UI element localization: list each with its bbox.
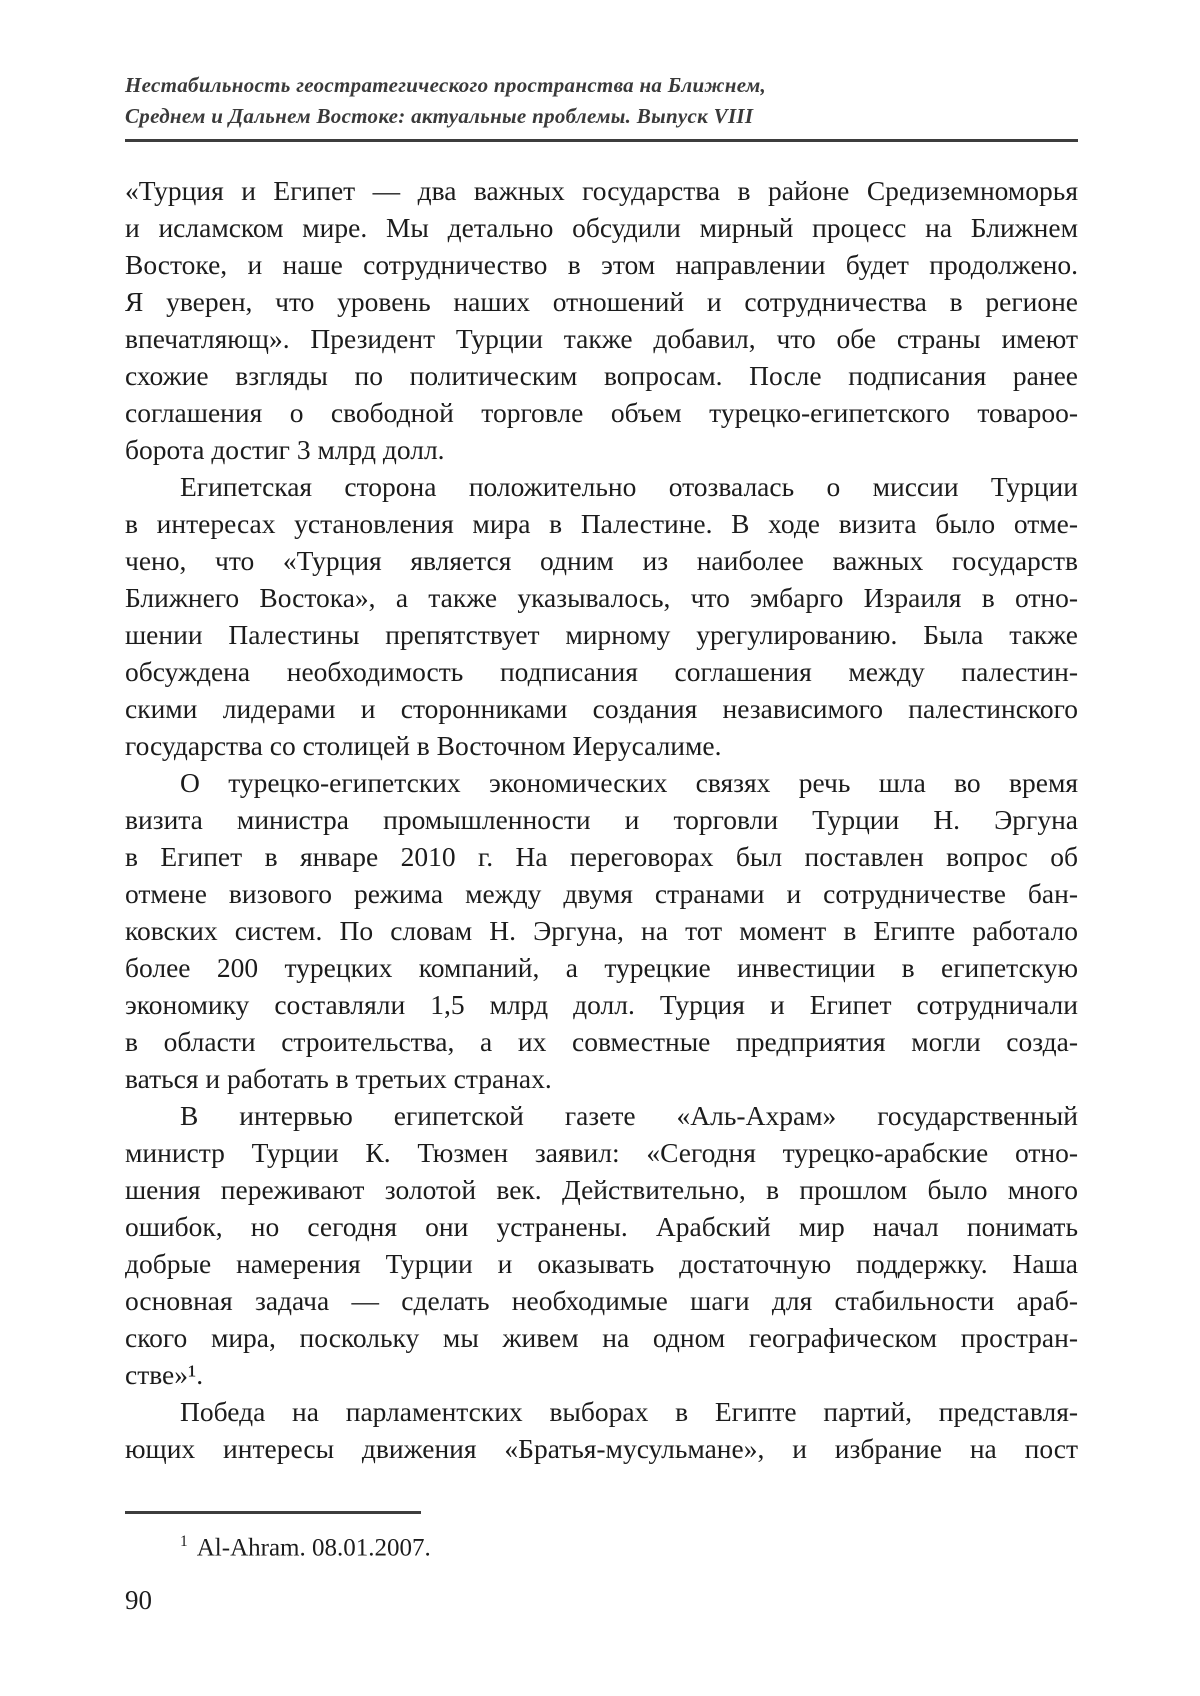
text-line: добрые намерения Турции и оказывать достаточную поддержку. Наша bbox=[125, 1248, 1078, 1279]
running-header bbox=[125, 70, 1078, 132]
paragraph bbox=[125, 172, 1078, 468]
paragraph bbox=[125, 1097, 1078, 1393]
text-line: ющих интересы движения «Братья-мусульмане», и избрание на пост bbox=[125, 1433, 1078, 1464]
text-line: в области строительства, а их совместные предприятия могли созда- bbox=[125, 1026, 1078, 1057]
text-line: О турецко-египетских экономических связях речь шла во время bbox=[180, 767, 1078, 798]
text-line: Египетская сторона положительно отозвалась о миссии Турции bbox=[180, 471, 1078, 502]
footnote-rule bbox=[125, 1511, 421, 1514]
text-line: обсуждена необходимость подписания соглашения между палестин- bbox=[125, 656, 1078, 687]
text-line: в Египет в январе 2010 г. На переговорах был поставлен вопрос об bbox=[125, 841, 1078, 872]
footnote-text: Al-Ahram. 08.01.2007. bbox=[196, 1534, 431, 1562]
text-line: борота достиг 3 млрд долл. bbox=[125, 434, 445, 465]
paragraph bbox=[125, 468, 1078, 764]
footnote bbox=[125, 1526, 1078, 1564]
running-header-line-2: Среднем и Дальнем Востоке: актуальные проблемы. Выпуск VIII bbox=[125, 104, 754, 128]
text-line: стве»¹. bbox=[125, 1359, 204, 1390]
text-line: ского мира, поскольку мы живем на одном географическом простран- bbox=[125, 1322, 1078, 1353]
text-line: основная задача — сделать необходимые шаги для стабильности араб- bbox=[125, 1285, 1078, 1316]
text-line: ваться и работать в третьих странах. bbox=[125, 1063, 552, 1094]
text-line: министр Турции К. Тюзмен заявил: «Сегодня турецко-арабские отно- bbox=[125, 1137, 1078, 1168]
text-line: шении Палестины препятствует мирному урегулированию. Была также bbox=[125, 619, 1078, 650]
text-line: В интервью египетской газете «Аль-Ахрам» государственный bbox=[180, 1100, 1078, 1131]
header-rule bbox=[125, 139, 1078, 142]
text-line: визита министра промышленности и торговли Турции Н. Эргуна bbox=[125, 804, 1078, 835]
text-line: в интересах установления мира в Палестине. В ходе визита было отме- bbox=[125, 508, 1078, 539]
text-line: отмене визового режима между двумя странами и сотрудничестве бан- bbox=[125, 878, 1078, 909]
text-line: соглашения о свободной торговле объем турецко-египетского товароо- bbox=[125, 397, 1078, 428]
text-line: ошибок, но сегодня они устранены. Арабский мир начал понимать bbox=[125, 1211, 1078, 1242]
body-text bbox=[125, 172, 1078, 1467]
text-line: и исламском мире. Мы детально обсудили мирный процесс на Ближнем bbox=[125, 212, 1078, 243]
text-line: Я уверен, что уровень наших отношений и сотрудничества в регионе bbox=[125, 286, 1078, 317]
text-line: Ближнего Востока», а также указывалось, что эмбарго Израиля в отно- bbox=[125, 582, 1078, 613]
page-number: 90 bbox=[125, 1585, 152, 1615]
text-line: Победа на парламентских выборах в Египте партий, представля- bbox=[180, 1396, 1078, 1427]
paragraph bbox=[125, 764, 1078, 1097]
text-line: впечатляющ». Президент Турции также добавил, что обе страны имеют bbox=[125, 323, 1078, 354]
text-line: чено, что «Турция является одним из наиболее важных государств bbox=[125, 545, 1078, 576]
text-line: экономику составляли 1,5 млрд долл. Турция и Египет сотрудничали bbox=[125, 989, 1078, 1020]
text-line: Востоке, и наше сотрудничество в этом направлении будет продолжено. bbox=[125, 249, 1078, 280]
text-line: «Турция и Египет — два важных государства в районе Средиземноморья bbox=[125, 175, 1078, 206]
text-line: скими лидерами и сторонниками создания независимого палестинского bbox=[125, 693, 1078, 724]
text-line: шения переживают золотой век. Действительно, в прошлом было много bbox=[125, 1174, 1078, 1205]
paragraph bbox=[125, 1393, 1078, 1467]
running-header-line-1: Нестабильность геостратегического пространства на Ближнем, bbox=[125, 73, 767, 97]
text-line: ковских систем. По словам Н. Эргуна, на тот момент в Египте работало bbox=[125, 915, 1078, 946]
text-line: государства со столицей в Восточном Иерусалиме. bbox=[125, 730, 722, 761]
text-line: схожие взгляды по политическим вопросам. После подписания ранее bbox=[125, 360, 1078, 391]
text-line: более 200 турецких компаний, а турецкие инвестиции в египетскую bbox=[125, 952, 1078, 983]
footnote-marker: 1 bbox=[180, 1533, 188, 1550]
